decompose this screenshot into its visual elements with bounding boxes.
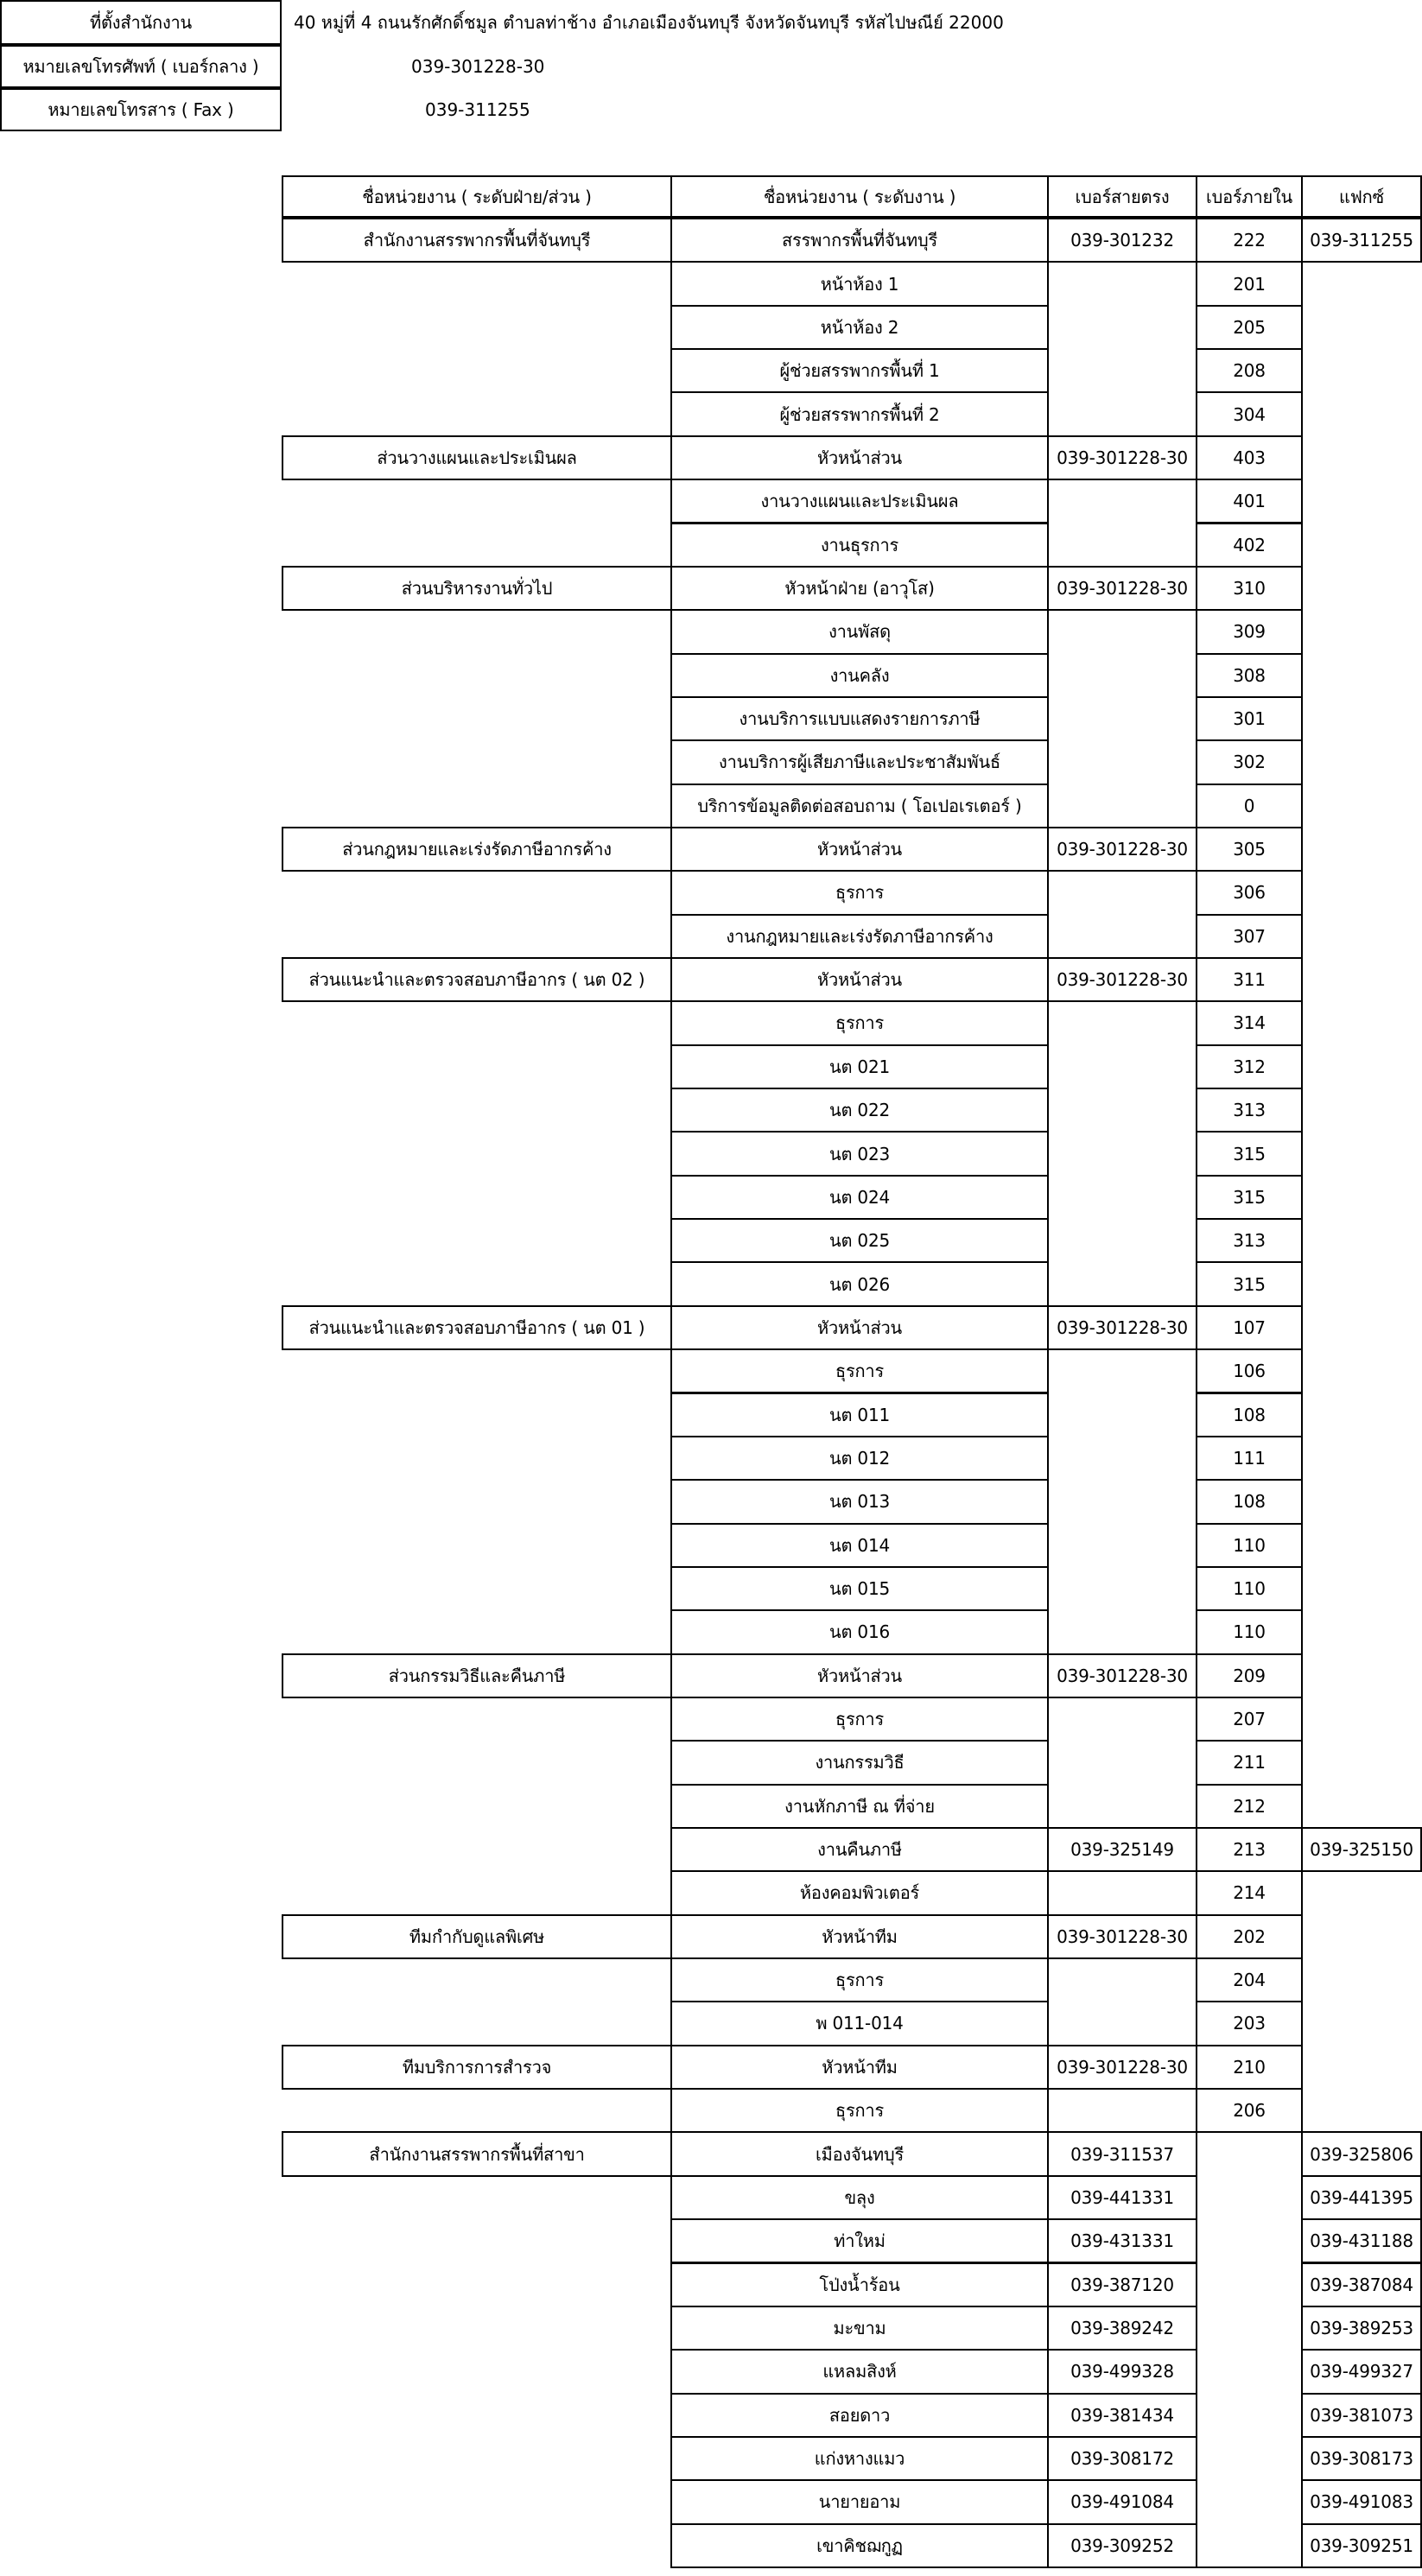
division-cell: ทีมบริการการสำรวจ — [282, 2045, 672, 2090]
grid-line — [1047, 1957, 1049, 2002]
extension-cell: 315 — [1196, 1131, 1303, 1176]
direct-line-cell: 039-301228-30 — [1047, 1305, 1197, 1350]
unit-cell: ธุรการ — [670, 1957, 1049, 2002]
extension-cell: 403 — [1196, 435, 1303, 480]
grid-line — [1047, 1697, 1049, 1741]
unit-cell: หัวหน้าทีม — [670, 1914, 1049, 1959]
division-cell: ส่วนแนะนำและตรวจสอบภาษีอากร ( นต 01 ) — [282, 1305, 672, 1350]
extension-cell: 110 — [1196, 1566, 1303, 1611]
unit-cell: แก่งหางแมว — [670, 2436, 1049, 2481]
extension-cell: 205 — [1196, 305, 1303, 350]
direct-line-cell: 039-301228-30 — [1047, 1653, 1197, 1698]
unit-cell: ธุรการ — [670, 1697, 1049, 1742]
grid-line — [1047, 1044, 1049, 1088]
header-direct-line: เบอร์สายตรง — [1047, 175, 1197, 218]
extension-cell: 110 — [1196, 1609, 1303, 1654]
direct-line-cell: 039-311537 — [1047, 2131, 1197, 2176]
unit-cell: บริการข้อมูลติดต่อสอบถาม ( โอเปอเรเตอร์ ) — [670, 784, 1049, 828]
extension-cell: 210 — [1196, 2045, 1303, 2090]
unit-cell: ผู้ช่วยสรรพากรพื้นที่ 1 — [670, 348, 1049, 393]
grid-line — [1047, 2001, 1049, 2045]
unit-cell: นายายอาม — [670, 2479, 1049, 2524]
unit-cell: ธุรการ — [670, 2088, 1049, 2133]
fax-cell: 039-431188 — [1301, 2218, 1422, 2263]
extension-cell: 311 — [1196, 957, 1303, 1002]
direct-line-cell: 039-381434 — [1047, 2393, 1197, 2438]
unit-cell: นต 022 — [670, 1088, 1049, 1133]
grid-line — [1047, 305, 1049, 349]
extension-cell: 111 — [1196, 1436, 1303, 1481]
unit-cell: หัวหน้าส่วน — [670, 435, 1049, 480]
grid-line — [1047, 1566, 1049, 1610]
fax-cell: 039-389253 — [1301, 2306, 1422, 2351]
grid-line — [1047, 1436, 1049, 1480]
extension-cell: 313 — [1196, 1088, 1303, 1133]
unit-cell: นต 014 — [670, 1523, 1049, 1568]
division-cell: ส่วนวางแผนและประเมินผล — [282, 435, 672, 480]
division-cell: ส่วนกฎหมายและเร่งรัดภาษีอากรค้าง — [282, 827, 672, 872]
unit-cell: หัวหน้าส่วน — [670, 1653, 1049, 1698]
grid-line — [1301, 2393, 1303, 2437]
extension-cell: 204 — [1196, 1957, 1303, 2002]
extension-cell: 202 — [1196, 1914, 1303, 1959]
grid-line — [1301, 2436, 1303, 2480]
unit-cell: หน้าห้อง 2 — [670, 305, 1049, 350]
fax-cell: 039-325806 — [1301, 2131, 1422, 2176]
grid-line — [1047, 479, 1049, 523]
grid-line — [1047, 1175, 1049, 1219]
unit-cell: นต 026 — [670, 1261, 1049, 1306]
unit-cell: นต 016 — [670, 1609, 1049, 1654]
grid-line — [1047, 261, 1049, 305]
grid-line — [1047, 2088, 1049, 2132]
unit-cell: นต 011 — [670, 1393, 1049, 1437]
unit-cell: งานคลัง — [670, 653, 1049, 698]
grid-line — [1047, 1000, 1049, 1044]
extension-cell: 201 — [1196, 261, 1303, 306]
fax-cell: 039-311255 — [1301, 218, 1422, 263]
grid-line — [1047, 391, 1049, 435]
extension-cell: 304 — [1196, 391, 1303, 436]
division-cell: ส่วนแนะนำและตรวจสอบภาษีอากร ( นต 02 ) — [282, 957, 672, 1002]
grid-line — [1047, 1131, 1049, 1175]
extension-cell: 106 — [1196, 1348, 1303, 1393]
unit-cell: นต 012 — [670, 1436, 1049, 1481]
fax-cell: 039-441395 — [1301, 2175, 1422, 2220]
direct-line-cell: 039-491084 — [1047, 2479, 1197, 2524]
unit-cell: ห้องคอมพิวเตอร์ — [670, 1870, 1049, 1915]
fax-cell: 039-499327 — [1301, 2349, 1422, 2394]
unit-cell: มะขาม — [670, 2306, 1049, 2351]
direct-line-cell: 039-301232 — [1047, 218, 1197, 263]
extension-cell: 211 — [1196, 1740, 1303, 1785]
grid-line — [670, 2566, 1422, 2568]
extension-cell: 110 — [1196, 1523, 1303, 1568]
grid-line — [1047, 1523, 1049, 1567]
unit-cell: เมืองจันทบุรี — [670, 2131, 1049, 2176]
direct-line-cell: 039-309252 — [1047, 2523, 1197, 2568]
extension-cell: 305 — [1196, 827, 1303, 872]
extension-cell: 306 — [1196, 870, 1303, 915]
extension-cell: 203 — [1196, 2001, 1303, 2046]
fax-cell: 039-387084 — [1301, 2262, 1422, 2307]
unit-cell: ธุรการ — [670, 1000, 1049, 1045]
grid-line — [1047, 870, 1049, 914]
extension-cell: 401 — [1196, 479, 1303, 523]
unit-cell: โป่งน้ำร้อน — [670, 2262, 1049, 2307]
extension-cell: 313 — [1196, 1218, 1303, 1263]
direct-line-cell: 039-301228-30 — [1047, 1914, 1197, 1959]
extension-cell: 312 — [1196, 1044, 1303, 1089]
direct-line-cell: 039-441331 — [1047, 2175, 1197, 2220]
header-division: ชื่อหน่วยงาน ( ระดับฝ่าย/ส่วน ) — [282, 175, 672, 218]
division-cell: สำนักงานสรรพากรพื้นที่จันทบุรี — [282, 218, 672, 263]
phone-value: 039-301228-30 — [411, 56, 545, 77]
extension-cell: 301 — [1196, 696, 1303, 741]
grid-line — [1047, 1261, 1049, 1305]
grid-line — [1301, 2262, 1303, 2306]
unit-cell: สอยดาว — [670, 2393, 1049, 2438]
extension-cell: 222 — [1196, 218, 1303, 263]
address-label: ที่ตั้งสำนักงาน — [0, 0, 282, 45]
unit-cell: งานธุรการ — [670, 523, 1049, 568]
grid-line — [1047, 348, 1049, 392]
direct-line-cell: 039-389242 — [1047, 2306, 1197, 2351]
unit-cell: นต 021 — [670, 1044, 1049, 1089]
extension-cell: 308 — [1196, 653, 1303, 698]
grid-line — [1047, 1393, 1049, 1437]
grid-line — [1301, 2218, 1303, 2262]
unit-cell: ผู้ช่วยสรรพากรพื้นที่ 2 — [670, 391, 1049, 436]
unit-cell: งานกฎหมายและเร่งรัดภาษีอากรค้าง — [670, 914, 1049, 959]
grid-line — [1047, 1609, 1049, 1653]
extension-cell: 315 — [1196, 1261, 1303, 1306]
extension-cell: 108 — [1196, 1479, 1303, 1524]
direct-line-cell: 039-325149 — [1047, 1827, 1197, 1872]
fax-value: 039-311255 — [425, 99, 530, 120]
extension-cell: 214 — [1196, 1870, 1303, 1915]
direct-line-cell: 039-301228-30 — [1047, 435, 1197, 480]
grid-line — [1301, 2523, 1303, 2567]
grid-line — [1047, 609, 1049, 653]
division-cell: ทีมกำกับดูแลพิเศษ — [282, 1914, 672, 1959]
header-fax: แฟกซ์ — [1301, 175, 1422, 218]
extension-cell: 315 — [1196, 1175, 1303, 1220]
unit-cell: งานพัสดุ — [670, 609, 1049, 654]
unit-cell: หัวหน้าส่วน — [670, 827, 1049, 872]
grid-line — [1047, 696, 1049, 740]
division-cell: ส่วนกรรมวิธีและคืนภาษี — [282, 1653, 672, 1698]
grid-line — [1047, 1218, 1049, 1262]
direct-line-cell: 039-308172 — [1047, 2436, 1197, 2481]
unit-cell: หน้าห้อง 1 — [670, 261, 1049, 306]
extension-cell: 402 — [1196, 523, 1303, 568]
address-value: 40 หมู่ที่ 4 ถนนรักศักดิ์ชมูล ตำบลท่าช้าง อำเภอเมืองจันทบุรี จังหวัดจันทบุรี รหัสไปษณีย์ 22000 — [294, 12, 1004, 33]
unit-cell: นต 024 — [670, 1175, 1049, 1220]
grid-line — [1047, 1740, 1049, 1784]
extension-cell: 307 — [1196, 914, 1303, 959]
grid-line — [1047, 1784, 1049, 1828]
extension-cell: 302 — [1196, 739, 1303, 784]
direct-line-cell: 039-499328 — [1047, 2349, 1197, 2394]
fax-cell: 039-308173 — [1301, 2436, 1422, 2481]
header-unit: ชื่อหน่วยงาน ( ระดับงาน ) — [670, 175, 1049, 218]
grid-line — [1047, 784, 1049, 828]
grid-line — [1047, 914, 1049, 958]
grid-line — [1047, 653, 1049, 697]
unit-cell: งานหักภาษี ณ ที่จ่าย — [670, 1784, 1049, 1829]
extension-cell: 314 — [1196, 1000, 1303, 1045]
unit-cell: งานกรรมวิธี — [670, 1740, 1049, 1785]
unit-cell: หัวหน้าฝ่าย (อาวุโส) — [670, 566, 1049, 611]
direct-line-cell: 039-301228-30 — [1047, 2045, 1197, 2090]
division-cell: ส่วนบริหารงานทั่วไป — [282, 566, 672, 611]
unit-cell: ธุรการ — [670, 870, 1049, 915]
fax-cell: 039-325150 — [1301, 1827, 1422, 1872]
fax-cell: 039-309251 — [1301, 2523, 1422, 2568]
grid-line — [1047, 1348, 1049, 1393]
unit-cell: งานคืนภาษี — [670, 1827, 1049, 1872]
unit-cell: เขาคิชฌกูฏ — [670, 2523, 1049, 2568]
unit-cell: นต 023 — [670, 1131, 1049, 1176]
grid-line — [1301, 2306, 1303, 2350]
extension-cell: 309 — [1196, 609, 1303, 654]
unit-cell: พ 011-014 — [670, 2001, 1049, 2046]
direct-line-cell: 039-301228-30 — [1047, 957, 1197, 1002]
unit-cell: นต 013 — [670, 1479, 1049, 1524]
grid-line — [1047, 523, 1049, 567]
fax-cell: 039-381073 — [1301, 2393, 1422, 2438]
header-extension: เบอร์ภายใน — [1196, 175, 1303, 218]
extension-cell: 208 — [1196, 348, 1303, 393]
direct-line-cell: 039-431331 — [1047, 2218, 1197, 2263]
direct-line-cell: 039-301228-30 — [1047, 566, 1197, 611]
extension-cell: 207 — [1196, 1697, 1303, 1742]
unit-cell: หัวหน้าส่วน — [670, 1305, 1049, 1350]
grid-line — [1301, 2479, 1303, 2523]
unit-cell: นต 015 — [670, 1566, 1049, 1611]
unit-cell: ขลุง — [670, 2175, 1049, 2220]
unit-cell: หัวหน้าทีม — [670, 2045, 1049, 2090]
unit-cell: หัวหน้าส่วน — [670, 957, 1049, 1002]
unit-cell: งานบริการแบบแสดงรายการภาษี — [670, 696, 1049, 741]
unit-cell: งานวางแผนและประเมินผล — [670, 479, 1049, 523]
grid-line — [1301, 2175, 1303, 2219]
unit-cell: แหลมสิงห์ — [670, 2349, 1049, 2394]
extension-cell: 310 — [1196, 566, 1303, 611]
fax-label: หมายเลขโทรสาร ( Fax ) — [0, 88, 282, 131]
extension-cell: 206 — [1196, 2088, 1303, 2133]
grid-line — [1047, 1870, 1049, 1914]
division-cell: สำนักงานสรรพากรพื้นที่สาขา — [282, 2131, 672, 2176]
direct-line-cell: 039-387120 — [1047, 2262, 1197, 2307]
extension-cell: 0 — [1196, 784, 1303, 828]
extension-cell: 212 — [1196, 1784, 1303, 1829]
extension-cell: 213 — [1196, 1827, 1303, 1872]
unit-cell: นต 025 — [670, 1218, 1049, 1263]
fax-cell: 039-491083 — [1301, 2479, 1422, 2524]
unit-cell: สรรพากรพื้นที่จันทบุรี — [670, 218, 1049, 263]
grid-line — [1301, 2131, 1303, 2175]
unit-cell: ท่าใหม่ — [670, 2218, 1049, 2263]
grid-line — [1301, 2349, 1303, 2393]
grid-line — [1047, 739, 1049, 784]
extension-cell: 107 — [1196, 1305, 1303, 1350]
direct-line-cell: 039-301228-30 — [1047, 827, 1197, 872]
grid-line — [1047, 1088, 1049, 1132]
phone-label: หมายเลขโทรศัพท์ ( เบอร์กลาง ) — [0, 45, 282, 88]
grid-line — [1047, 1479, 1049, 1523]
extension-cell: 209 — [1196, 1653, 1303, 1698]
extension-cell: 108 — [1196, 1393, 1303, 1437]
unit-cell: ธุรการ — [670, 1348, 1049, 1393]
unit-cell: งานบริการผู้เสียภาษีและประชาสัมพันธ์ — [670, 739, 1049, 784]
